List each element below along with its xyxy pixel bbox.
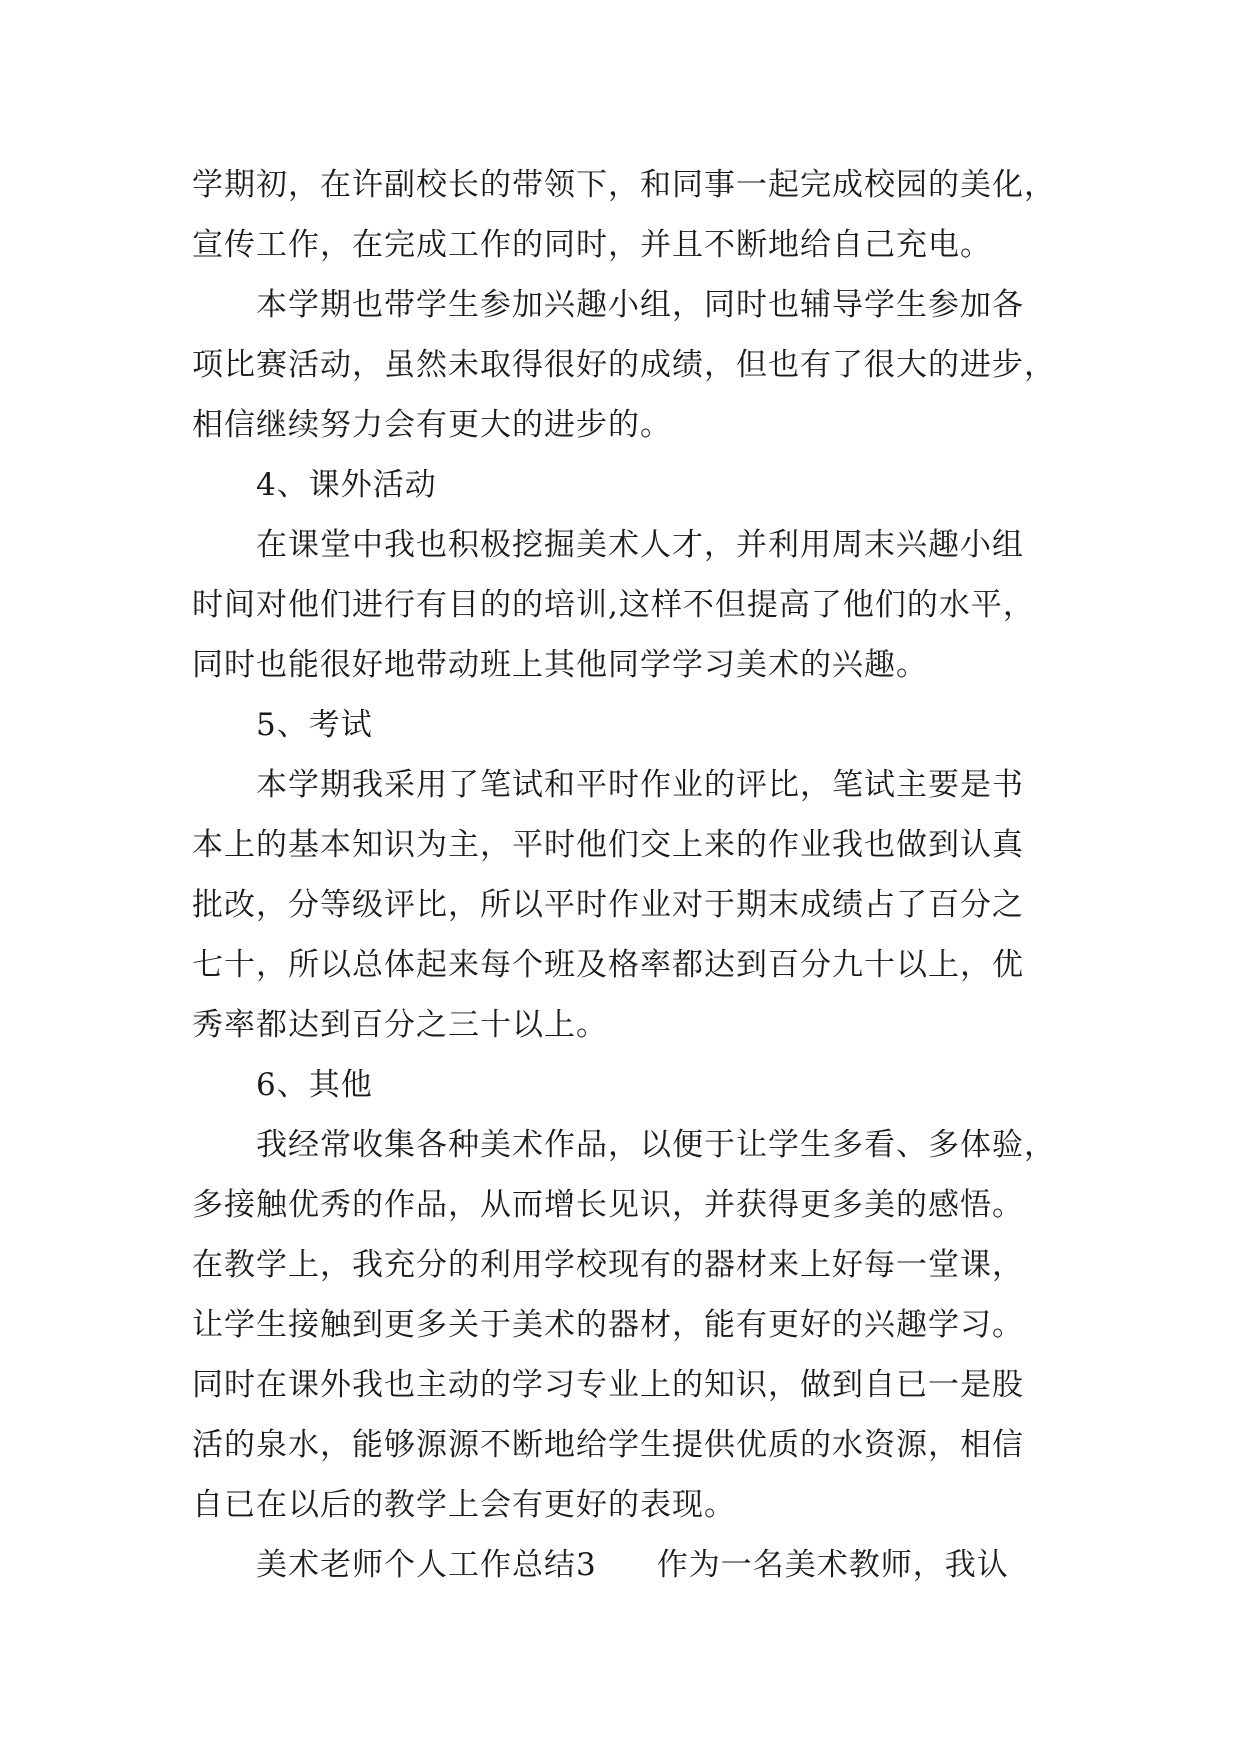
text-line: 七十，所以总体起来每个班及格率都达到百分九十以上，优 — [192, 947, 1024, 983]
text-line: 本上的基本知识为主，平时他们交上来的作业我也做到认真 — [192, 827, 1024, 863]
text-line: 宣传工作，在完成工作的同时，并且不断地给自己充电。 — [192, 227, 992, 263]
last-line — [192, 1535, 1050, 1595]
text-line: 秀率都达到百分之三十以上。 — [192, 1007, 608, 1043]
text-line: 多接触优秀的作品，从而增长见识，并获得更多美的感悟。 — [192, 1187, 1024, 1223]
text-line: 作为一名美术教师，我认 — [656, 1547, 1009, 1583]
section-heading: 5、考试 — [256, 707, 373, 743]
text-line: 时间对他们进行有目的的培训,这样不但提高了他们的水平， — [192, 587, 1035, 623]
text-line: 学期初，在许副校长的带领下，和同事一起完成校园的美化， — [192, 167, 1056, 203]
text-line: 在课堂中我也积极挖掘美术人才，并利用周末兴趣小组 — [256, 527, 1024, 563]
summary-heading: 美术老师个人工作总结3 — [256, 1547, 597, 1583]
text-line: 同时也能很好地带动班上其他同学学习美术的兴趣。 — [192, 647, 928, 683]
text-line: 我经常收集各种美术作品，以便于让学生多看、多体验， — [256, 1127, 1056, 1163]
text-line: 自已在以后的教学上会有更好的表现。 — [192, 1487, 736, 1523]
text-line: 项比赛活动，虽然未取得很好的成绩，但也有了很大的进步， — [192, 347, 1056, 383]
text-line: 让学生接触到更多关于美术的器材，能有更好的兴趣学习。 — [192, 1307, 1024, 1343]
text-line: 在教学上，我充分的利用学校现有的器材来上好每一堂课， — [192, 1247, 1024, 1283]
section-heading: 6、其他 — [256, 1067, 373, 1103]
text-line: 相信继续努力会有更大的进步的。 — [192, 407, 672, 443]
text-line: 活的泉水，能够源源不断地给学生提供优质的水资源，相信 — [192, 1427, 1024, 1463]
text-line: 本学期我采用了笔试和平时作业的评比，笔试主要是书 — [256, 767, 1024, 803]
section-heading: 4、课外活动 — [256, 467, 437, 503]
text-line: 同时在课外我也主动的学习专业上的知识，做到自已一是股 — [192, 1367, 1024, 1403]
text-line: 批改，分等级评比，所以平时作业对于期末成绩占了百分之 — [192, 887, 1024, 923]
text-line: 本学期也带学生参加兴趣小组，同时也辅导学生参加各 — [256, 287, 1024, 323]
document-body — [192, 155, 1056, 1595]
